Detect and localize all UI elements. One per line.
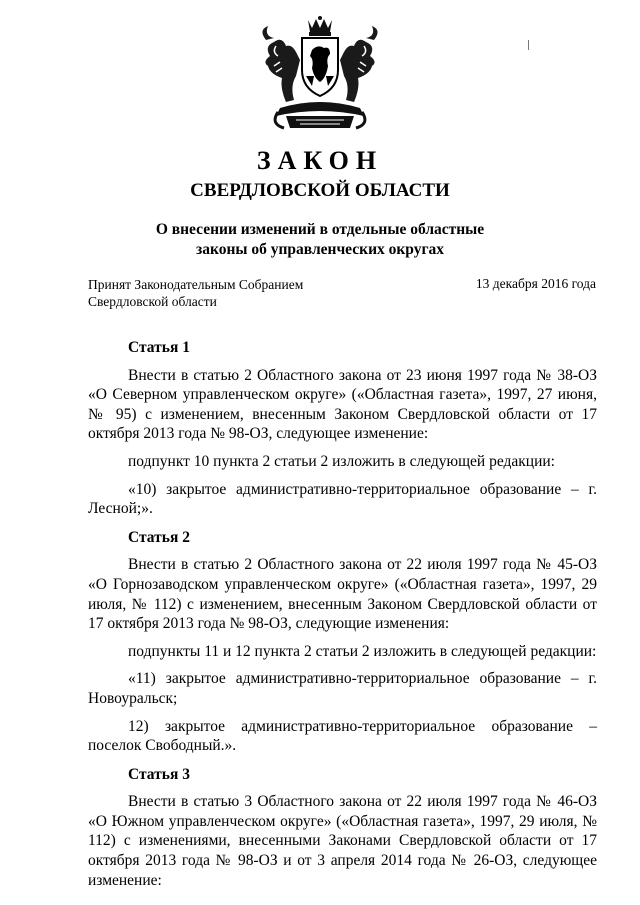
region-title: СВЕРДЛОВСКОЙ ОБЛАСТИ xyxy=(190,180,450,201)
subject-line-1: О внесении изменений в отдельные областные xyxy=(155,221,485,238)
article-1-paragraph-3: «10) закрытое административно-территориальное образование – г. Лесной;». xyxy=(88,480,597,518)
adoption-info xyxy=(88,276,348,310)
article-2-paragraph-3: «11) закрытое административно-территориальное образование – г. Новоуральск; xyxy=(88,670,597,707)
law-subject xyxy=(0,220,640,260)
adopted-line-1: Принят Законодательным Собранием xyxy=(88,277,304,292)
article-3-heading: Статья 3 xyxy=(128,765,190,783)
article-1-heading: Статья 1 xyxy=(128,339,190,356)
coat-of-arms-emblem xyxy=(256,16,384,134)
adopted-line-2: Свердловской области xyxy=(88,294,217,309)
adoption-date: 13 декабря 2016 года xyxy=(475,276,596,291)
scan-mark xyxy=(528,40,529,50)
article-2-heading: Статья 2 xyxy=(128,528,190,546)
article-1-paragraph-2: подпункт 10 пункта 2 статьи 2 изложить в следующей редакции: xyxy=(128,452,555,470)
subject-line-2: законы об управленческих округах xyxy=(195,241,445,258)
law-title: ЗАКОН xyxy=(256,146,384,175)
article-2-paragraph-4: 12) закрытое административно-территориальное образование – поселок Свободный.». xyxy=(88,717,597,755)
article-3-paragraph-1: Внести в статью 3 Областного закона от 22 июля 1997 года № 46-ОЗ «О Южном управленческом округе» («Областная газета», 1997, 29 июля, № 112) с изменениями, внесенными Законами Свердловской области от 17 октября 2013 года № 98-ОЗ и от 3 апреля 2014 года № 26-ОЗ, следующее изменение: xyxy=(88,793,597,889)
article-1-paragraph-1: Внести в статью 2 Областного закона от 23 июня 1997 года № 38-ОЗ «О Северном управленческом округе» («Областная газета», 1997, 27 июня, № 95) с изменением, внесенным Законом Свердловской области от 17 октября 2013 года № 98-ОЗ, следующее изменение: xyxy=(88,366,597,443)
document-body xyxy=(88,338,597,890)
article-2-paragraph-1: Внести в статью 2 Областного закона от 22 июля 1997 года № 45-ОЗ «О Горнозаводском управленческом округе» («Областная газета», 1997, 29 июля, № 112) с изменением, внесенным Законом Свердловской области от 17 октября 2013 года № 98-ОЗ, следующие изменения: xyxy=(88,556,597,633)
article-2-paragraph-2: подпункты 11 и 12 пункта 2 статьи 2 изложить в следующей редакции: xyxy=(128,642,597,660)
